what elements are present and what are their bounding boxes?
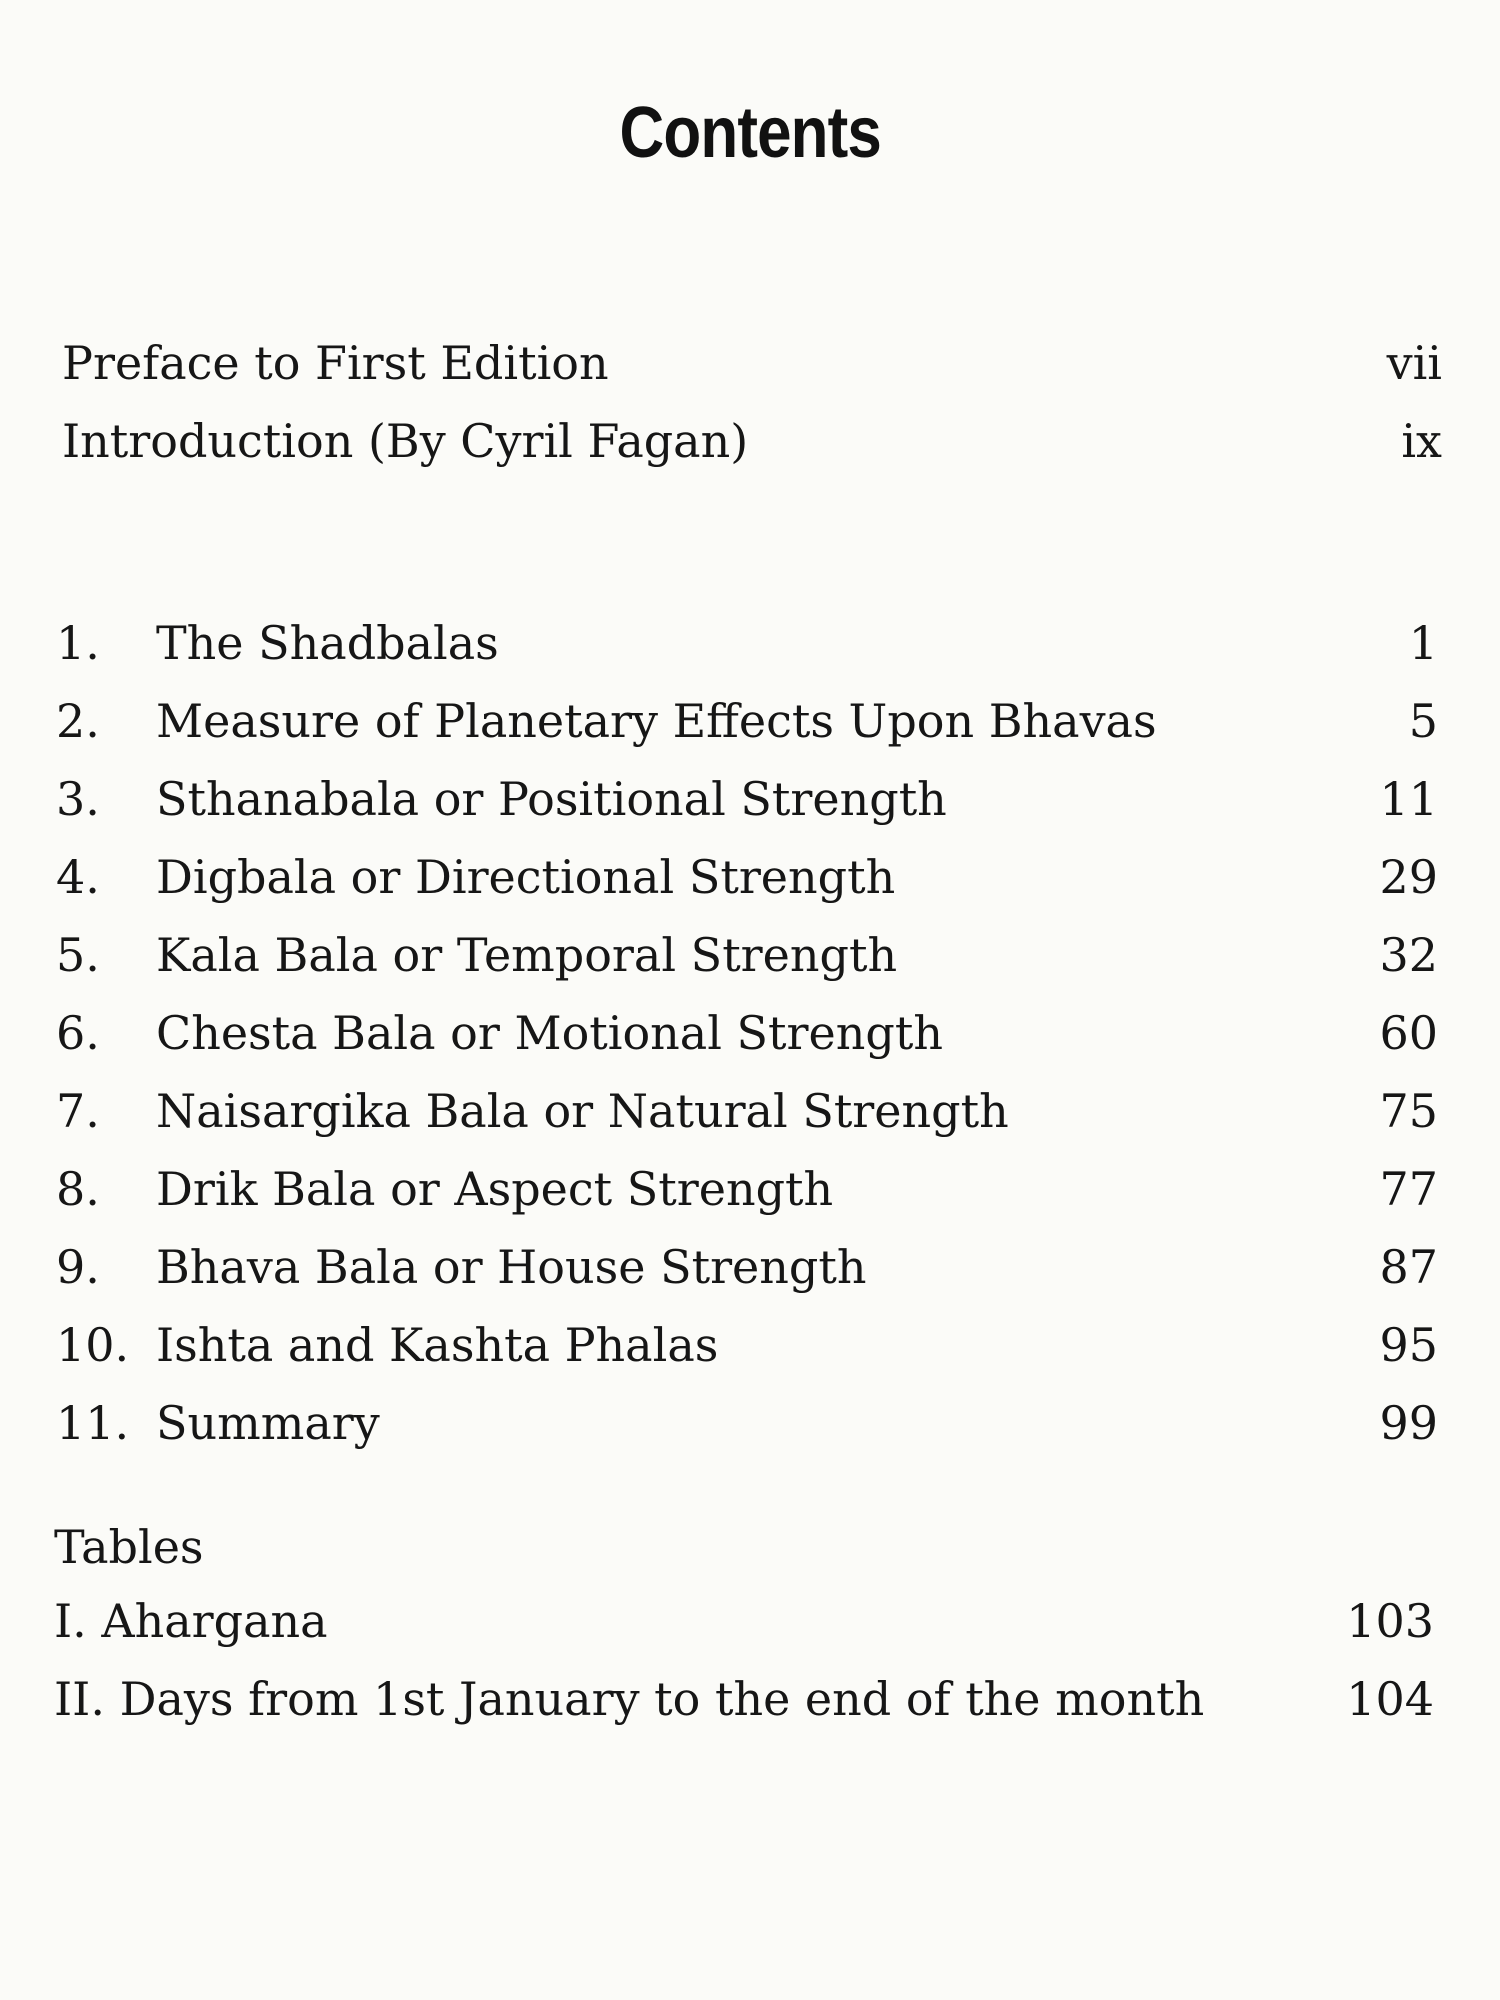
chapter-number: 5.	[56, 928, 100, 982]
chapter-title: Ishta and Kashta Phalas	[156, 1318, 719, 1372]
page-title: Contents	[619, 93, 881, 173]
toc-chapter-10[interactable]	[56, 1318, 1438, 1378]
toc-entry-preface[interactable]	[62, 336, 1442, 396]
toc-chapter-6[interactable]	[56, 1006, 1438, 1066]
toc-chapter-8[interactable]	[56, 1162, 1438, 1222]
table-title: II. Days from 1st January to the end of the month	[54, 1672, 1205, 1726]
chapter-number: 3.	[56, 772, 100, 826]
chapter-page: 99	[1379, 1396, 1438, 1450]
chapter-page: 11	[1379, 772, 1438, 826]
chapter-number: 4.	[56, 850, 100, 904]
toc-chapter-4[interactable]	[56, 850, 1438, 910]
toc-table-1[interactable]	[54, 1594, 1434, 1654]
chapter-page: 32	[1379, 928, 1438, 982]
toc-chapter-2[interactable]	[56, 694, 1438, 754]
chapter-page: 95	[1379, 1318, 1438, 1372]
toc-table-2[interactable]	[54, 1672, 1434, 1732]
chapter-page: 75	[1379, 1084, 1438, 1138]
chapter-title: Measure of Planetary Effects Upon Bhavas	[156, 694, 1157, 748]
chapter-title: Digbala or Directional Strength	[156, 850, 896, 904]
chapter-number: 10.	[56, 1318, 130, 1372]
toc-chapter-11[interactable]	[56, 1396, 1438, 1456]
toc-entry-introduction[interactable]	[62, 414, 1442, 474]
toc-chapter-5[interactable]	[56, 928, 1438, 988]
chapter-number: 11.	[56, 1396, 130, 1450]
chapter-page: 29	[1379, 850, 1438, 904]
table-page: 103	[1346, 1594, 1434, 1648]
table-title: I. Ahargana	[54, 1594, 328, 1648]
chapter-title: Bhava Bala or House Strength	[156, 1240, 867, 1294]
toc-chapter-9[interactable]	[56, 1240, 1438, 1300]
chapter-number: 8.	[56, 1162, 100, 1216]
chapter-page: 87	[1379, 1240, 1438, 1294]
toc-entry-label: Preface to First Edition	[62, 336, 609, 390]
chapter-title: Chesta Bala or Motional Strength	[156, 1006, 943, 1060]
chapter-page: 5	[1408, 694, 1438, 748]
toc-chapter-1[interactable]	[56, 616, 1438, 676]
chapter-title: Drik Bala or Aspect Strength	[156, 1162, 834, 1216]
chapter-title: Summary	[156, 1396, 380, 1450]
chapter-page: 1	[1408, 616, 1438, 670]
chapter-title: The Shadbalas	[156, 616, 499, 670]
chapter-number: 7.	[56, 1084, 100, 1138]
chapter-title: Naisargika Bala or Natural Strength	[156, 1084, 1009, 1138]
tables-heading: Tables	[54, 1520, 204, 1574]
chapter-number: 2.	[56, 694, 100, 748]
toc-chapter-7[interactable]	[56, 1084, 1438, 1144]
table-page: 104	[1346, 1672, 1434, 1726]
chapter-number: 1.	[56, 616, 100, 670]
chapter-title: Sthanabala or Positional Strength	[156, 772, 947, 826]
chapter-page: 77	[1379, 1162, 1438, 1216]
toc-entry-label: Introduction (By Cyril Fagan)	[62, 414, 749, 468]
toc-entry-page: ix	[1401, 414, 1442, 468]
chapter-title: Kala Bala or Temporal Strength	[156, 928, 898, 982]
chapter-number: 9.	[56, 1240, 100, 1294]
toc-chapter-3[interactable]	[56, 772, 1438, 832]
chapter-page: 60	[1379, 1006, 1438, 1060]
toc-entry-page: vii	[1386, 336, 1442, 390]
chapter-number: 6.	[56, 1006, 100, 1060]
